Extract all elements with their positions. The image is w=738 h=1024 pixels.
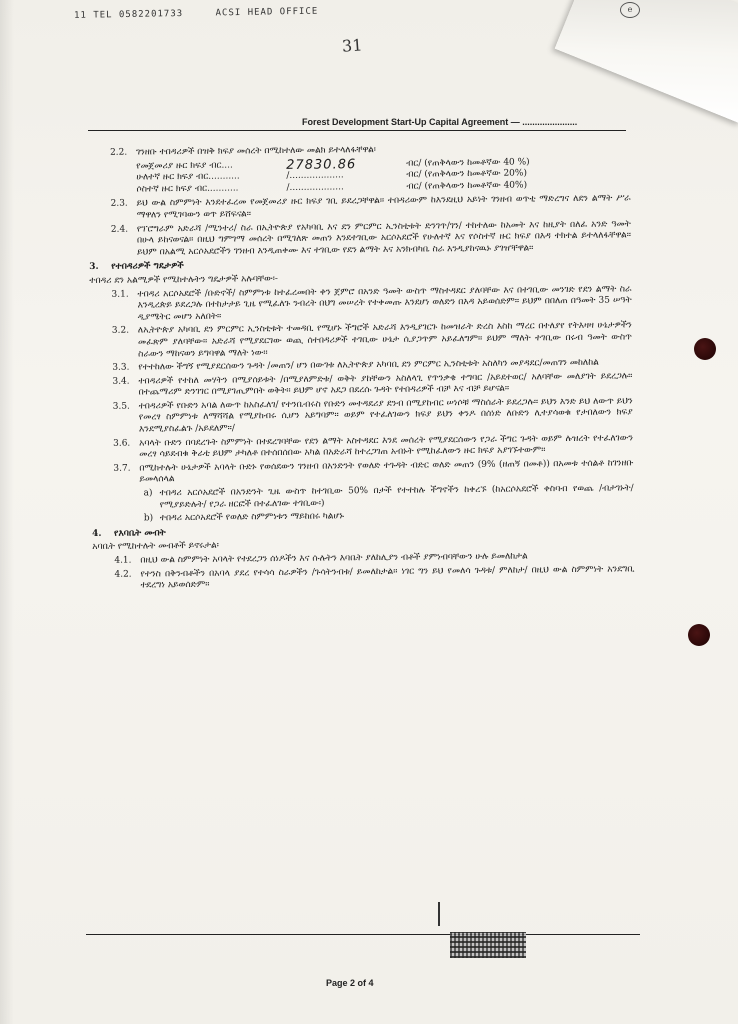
clause-4-2: 4.2. የተንስ በቅንብቶችን በአባላ ያደረ የተሳሳ ስራዎችን /ጉሳትንብቱ/ ይመለከታል፡፡ ነገር ግን ይህ የመለሳ ጉዳቱ/ ምለከታ/ በዚህ ውል ስምምነት አንደግቢ ተደረግነ አይወሰድም፡፡ [114, 563, 635, 591]
handwritten-amount: 27830.86 [286, 156, 357, 173]
folded-corner [555, 0, 738, 123]
fax-logo-icon: e [620, 2, 640, 18]
page-number: Page 2 of 4 [326, 978, 374, 988]
clause-2-3: 2.3. ይህ ውል ስምምነት እንደተፈረመ የመጀመሪያ ዙር ክፍያ ገቢ ይደረጋቸዋል፡፡ ተበዳሪውም ከእንደዚህ አይነት ገንዘብ ወጥቲ ማድረግና ለደን ልማት ሥራ ማዋለን የሚገባውን ወጥ ይሸፍናል፡፡ [110, 193, 631, 221]
share-row-1: የመጀመሪያ ዙር ክፍያ ብር.... 27830.86 ብር/ (የጠቅላውን ከመቶኛው 40 %) [136, 156, 530, 173]
clause-3-1: 3.1. ተበዳሪ አርሶአደሮች /ቡድኖች/ ስምምነቱ ከተፈረመበት ቀን ጀምሮ በአንድ ዓመት ውስጥ ማስተዳደር ያለባቸው እና በተገቢው መንገድ የደን ልማት ስራ እንዲረጵይ ይደረጋሉ በተከታታይ ጊዜ የሚፈለጉ ንብረት በህግ መሠረት የተቀመጡ እንደሆነ ወለድን በእዳ አይወሰድም፡፡ ይህም በበለጠ በዓመት 35 ሠዓት ዲያሜትር መሆን አለበት፡፡ [111, 283, 632, 323]
clause-3-6: 3.6. አባላት ቡድን በባደረጉት ስምምነት በተደረገባቸው የደን ልማት አስተዳደር እንደ መሰረት የሚያደርሰውን የጋራ ችግር ጉዳት ወይም ሉዝረት የተፈለገውን መረፃ ሳይደብቁ ቅራቲ ይህም ታካለቶ በተሰበሰበው አካል በአድራሻ ከተረጋገጠ አብኑት የሚከፈለውን ዙር ክፍያ አያገኙተውም፡፡ [113, 432, 634, 460]
section-3-heading: 3. የተበዳሪዎች ግዴታዎች [89, 261, 184, 273]
document-header-title: Forest Development Start-Up Capital Agreement — ...................... [302, 117, 578, 127]
section-4-intro: አባቤት የሚከተሉት መብቶች ይኖሩታል፡ [92, 541, 219, 553]
clause-3-4: 3.4. ተበዳሪዎች የተከለ መሃትን በሚያሰይቱት /በሚያለምድቱ/ ወቅት ያከቸውን አስለላጊ የጥንቃቄ ተግባር /አይደተወር/ አለባቸው መለያገት ይደረጋሉ፡፡ በተጨማሪም ድንገገር በሚያገጢምበት ወቅት፡፡ ይህም ሆኖ አደጋ በደረሱ ጉዳት የተበዳሪዎች ብቻ እና ብቻ ይሆናል፡፡ [112, 370, 633, 398]
section-4-heading: 4. የእባቤት መብት [91, 528, 166, 539]
section-3-intro: ተበዳሪ ደን አልሚዎች የሚከተሉትን ግዴታዎች አሉባቸው፡- [89, 273, 279, 286]
share-row-2: ሁለተኛ ዙር ክፍያ ብር........... /................... ብር/ (የጠቅላውን ከመቶኛው 20%) [136, 168, 528, 183]
share-row-3: ሶስተኛ ዙር ክፍያ ብር........... /................... ብር/ (የጠቅላውን ከመቶኛው 40%) [136, 180, 528, 195]
clause-2-4: 2.4. የፕሮግራም አድራሻ /ሚንተሪ/ ስራ በኢትዮጵያ የአካባቢ እና ደን ምርምር ኢንስቲቱት ድንገጥ/ገን/ ተከተለው ከአመት እና ከዚያት በለፈ አንድ ዓመት በሁላ ይከናወናል፡፡ በዚህ ግምገማ መሰረት በሚገለጽ መጠን እንደተገቢው አርሶአደሮች የሁለተኛ እና የሶስተኛ ዙር ክፍያ በእዳ ተክተል ይተላለፋቸዋል፡፡ ይህም በአልሚ አርሶአደሮችን ገንዘብ እንዲጠቀሙ እና ተገቢው የደን ልማት እና አንክብካቤ ስራ እንዲያከናዉኑ ያገዠቸዋል፡፡ [110, 218, 631, 258]
header-rule [88, 130, 626, 131]
clause-3-3: 3.3. የተተከለው ችግኝ የሚያደርሰውን ጉዳት /መጠን/ ሆን በውገቱ ለኢትዮጵያ አካባቢ ደን ምርምር ኢንስቲቱት አስለካን መያዳደር/መጠገን መከለከል [112, 357, 599, 373]
footer-rule [86, 934, 640, 935]
clause-3-5: 3.5. ተበዳሪዎች የቡድን አባል ለውጥ ከአስፈለገ/ የተንቤብሩስ የቡድን መተዳደሪያ ደንብ በሚያከብር ሠነሶቹ ማስሰራት ይደረጋሉ፡፡ ይህን እንድ ይህ ለውጥ ይህን የመረፃ ስምምነቱ ለማሻሻል የሚያከብሩ ሲሆን አይግባም፡፡ ወይም የተፈለገውን ክፍያ ይህን ቀንዶ በሰነድ ለቡድን ሊተያሳወቁ የታበለውን ክፍያ እንደሚያስፈልጉ /አይደለም፡፡/ [112, 396, 633, 435]
document-body [88, 142, 635, 594]
fax-sender: ACSI HEAD OFFICE [215, 6, 319, 19]
clause-4-1: 4.1. በዚህ ውል ስምምነት አባላት የተደረጋን ሰነዶችን እና ሱሉትን እባቤት ያለከሊያን ብቶች ያምነብባቸውን ሁሉ ይመለከታል [114, 551, 528, 566]
clause-3-2: 3.2. ለኢትዮጵያ አካባቢ ደን ምርምር ኢንስቲቱት ተመዳቢ የሚሆኑ ችግሮች አድራሻ እንዲያገርጉ ከመዝራት ድረስ እስከ ማረር በተለያየ የትእዛዛ ሁኔታዎችን መፈጽም ያለባቸው፡፡ አድራሻ የሚያደርገው ወጪ ሰተበዳሪዎች ተገቢው ሁኔታ ሲያጋጥም አይፈለግም፡፡ ይህም ማለት ተገቢው በሩብ ዓመት ውስጥ ስራውን ማከናወን ይግባዋል ማለት ነው፡፡ [111, 320, 633, 359]
clause-2-2: 2.2. ገንዘቡ ተበዳሪዎች በዝቅ ክፍያ መሰረት በሚከተለው መልክ ይተላለፋቸዋል፡ [109, 144, 376, 158]
punch-hole [688, 624, 710, 646]
handwritten-page-number: 31 [341, 35, 363, 56]
clause-3-7-b: b) ተበዳሪ አርሶአደሮች የወለድ ስምምነቱን ማይከበሩ ካልሆኑ [143, 511, 345, 524]
punch-hole [694, 338, 716, 360]
scan-shadow [0, 0, 14, 1024]
fax-header-line [74, 1, 634, 21]
clause-3-7: 3.7. በሚከተሉት ሁኔታዎች አባላት ቡድኑ የወሰደውን ገንዘብ በአንድንት የወለድ ተጉዳት ብድር ወለድ መጠን (9% (ዘጠኝ በመቶ)) በአመቱ ተሰልቶ ከገንዘቡ ይመላሰላል [113, 458, 634, 485]
clause-3-7-a: a) ተበዳሪ አርሶአደሮች በአንድንት ጊዜ ውስጥ ከተገቢው 50% በታች የተተከሉ ችግኖችን ከቀረኙ (ከአርሶአደሮች ቀስባብ የወጨ /ብታገኑት/ የሚያይድሉት/ የጋራ ዘርፎች በተፈለገው ተገቢው፡) [143, 483, 634, 510]
pen-mark [438, 902, 440, 926]
stamp-mark [450, 932, 526, 958]
fax-tel: 11 TEL 0582201733 [73, 8, 184, 21]
